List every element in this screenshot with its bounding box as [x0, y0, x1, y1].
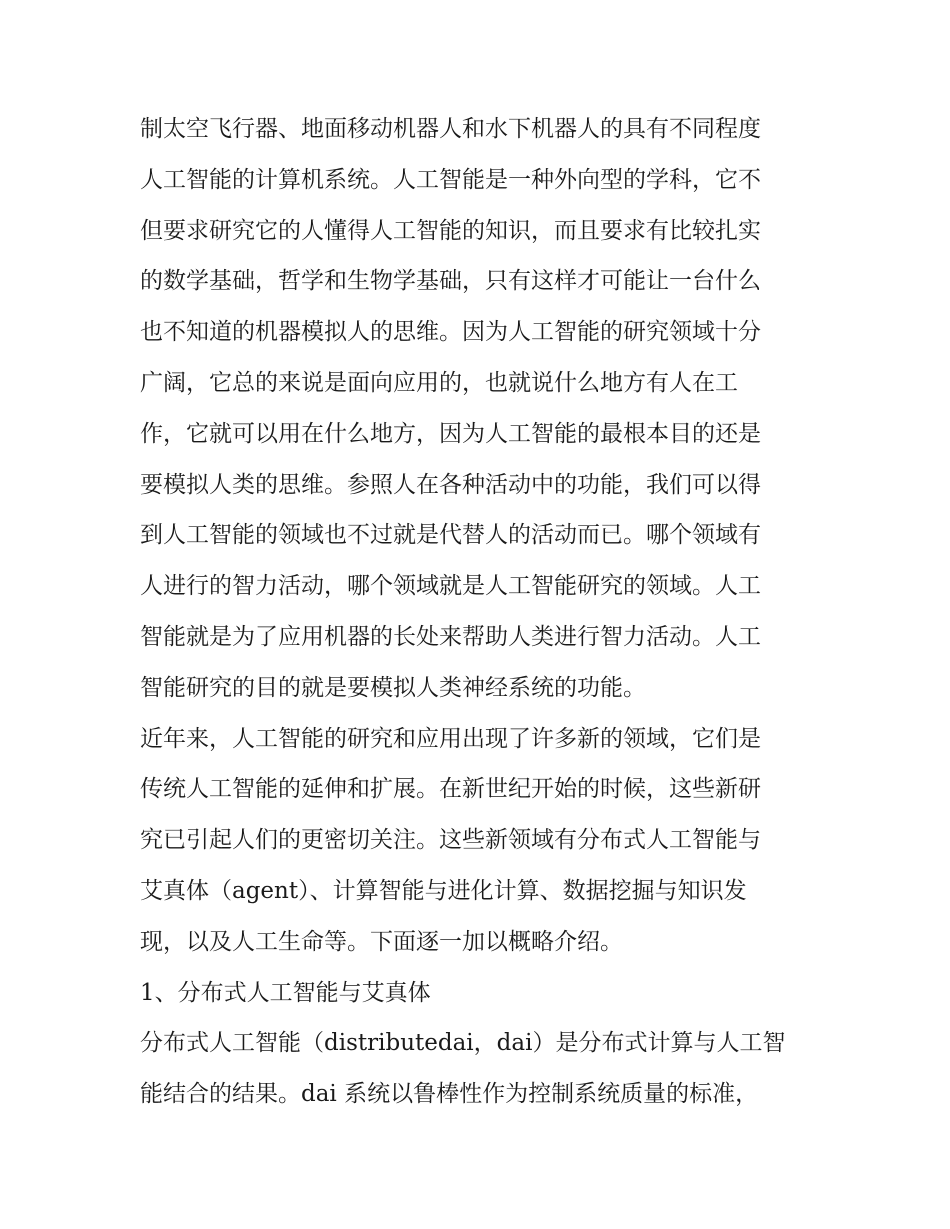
text-line: 传统人工智能的延伸和扩展。在新世纪开始的时候，这些新研	[140, 776, 761, 803]
text-line: 也不知道的机器模拟人的思维。因为人工智能的研究领域十分	[140, 319, 761, 346]
text-line: 到人工智能的领域也不过就是代替人的活动而已。哪个领域有	[140, 522, 761, 549]
text-line: 广阔，它总的来说是面向应用的，也就说什么地方有人在工	[140, 369, 738, 396]
text-line: 现，以及人工生命等。下面逐一加以概略介绍。	[140, 928, 623, 955]
text-line: 艾真体（agent）、计算智能与进化计算、数据挖掘与知识发	[140, 877, 747, 904]
text-line: 人进行的智力活动，哪个领域就是人工智能研究的领域。人工	[140, 573, 761, 600]
text-line: 制太空飞行器、地面移动机器人和水下机器人的具有不同程度	[140, 116, 761, 142]
text-line: 人工智能的计算机系统。人工智能是一种外向型的学科，它不	[140, 166, 761, 193]
text-line: 究已引起人们的更密切关注。这些新领域有分布式人工智能与	[140, 827, 761, 854]
paragraph-start-line: 分布式人工智能（distributedai，dai）是分布式计算与人工智	[140, 1030, 786, 1057]
text-line: 作，它就可以用在什么地方，因为人工智能的最根本目的还是	[140, 420, 761, 447]
text-line: 智能就是为了应用机器的长处来帮助人类进行智力活动。人工	[140, 623, 761, 650]
section-heading: 1、分布式人工智能与艾真体	[140, 979, 431, 1006]
text-line: 的数学基础，哲学和生物学基础，只有这样才可能让一台什么	[140, 268, 761, 295]
paragraph-start-line: 近年来，人工智能的研究和应用出现了许多新的领域，它们是	[140, 725, 761, 752]
body-text	[140, 104, 820, 1120]
text-line: 但要求研究它的人懂得人工智能的知识，而且要求有比较扎实	[140, 217, 761, 244]
text-line: 要模拟人类的思维。参照人在各种活动中的功能，我们可以得	[140, 471, 761, 498]
text-line: 能结合的结果。dai 系统以鲁棒性作为控制系统质量的标准，	[140, 1081, 759, 1108]
text-line: 智能研究的目的就是要模拟人类神经系统的功能。	[140, 674, 646, 701]
